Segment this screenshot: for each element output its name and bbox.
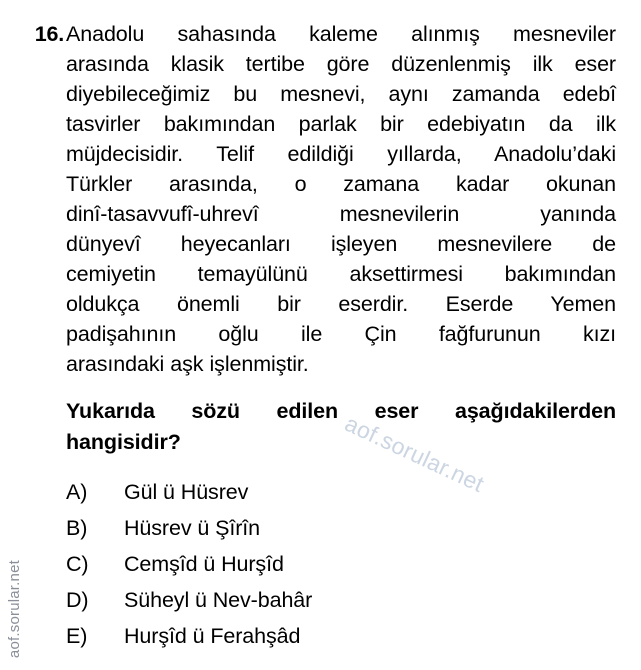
diagonal-watermark: aof.sorular.net [341,410,489,498]
stem-line: oldukça önemli bir eserdir. Eserde Yemen [66,292,616,316]
stem-line: Türkler arasında, o zamana kadar okunan [66,172,616,196]
option-text: Cemşîd ü Hurşîd [124,552,284,576]
option-letter: A) [66,480,88,504]
question-number: 16. [34,22,64,46]
option-letter: B) [66,516,88,540]
option-d[interactable] [66,585,616,621]
stem-line: diyebileceğimiz bu mesnevi, aynı zamanda edebî [66,82,616,106]
option-c[interactable] [66,549,616,585]
stem-line: tasvirler bakımından parlak bir edebiyatın da ilk [66,112,616,136]
option-a[interactable] [66,477,616,513]
question-stem [66,19,616,379]
option-letter: C) [66,552,89,576]
option-b[interactable] [66,513,616,549]
stem-line: müjdecisidir. Telif edildiği yıllarda, Anadolu’daki [66,142,616,166]
stem-line: cemiyetin temayülünü aksettirmesi bakımından [66,262,616,286]
stem-line: dünyevî heyecanları işleyen mesnevilere de [66,232,616,256]
option-text: Gül ü Hüsrev [124,480,249,504]
option-text: Hurşîd ü Ferahşâd [124,624,301,648]
option-text: Hüsrev ü Şîrîn [124,516,261,540]
option-text: Süheyl ü Nev-bahâr [124,588,313,612]
stem-line: arasındaki aşk işlenmiştir. [66,352,309,376]
question-prompt [66,396,616,458]
stem-line: dinî-tasavvufî-uhrevî mesnevilerin yanında [66,202,616,226]
option-letter: E) [66,624,88,648]
stem-line: padişahının oğlu ile Çin fağfurunun kızı [66,322,616,346]
stem-line: Anadolu sahasında kaleme alınmış mesneviler [66,22,616,46]
option-letter: D) [66,588,89,612]
prompt-line: hangisidir? [66,430,181,454]
prompt-line: Yukarıda sözü edilen eser aşağıdakilerden [66,399,616,423]
stem-line: arasında klasik tertibe göre düzenlenmiş ilk eser [66,52,616,76]
answer-options [66,477,616,657]
option-e[interactable] [66,621,616,657]
vertical-watermark: aof.sorular.net [6,560,23,659]
